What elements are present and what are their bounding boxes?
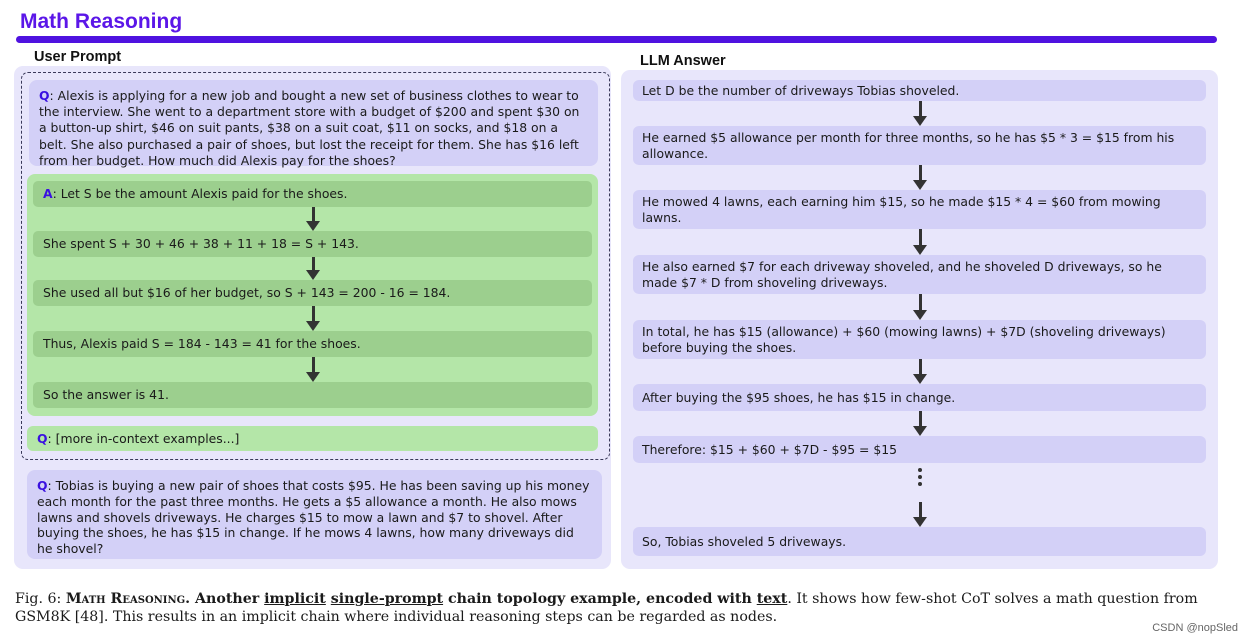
caption-fig-number: Fig. 6: xyxy=(15,591,66,607)
figure-caption xyxy=(15,590,1225,626)
user-prompt-heading: User Prompt xyxy=(34,49,122,65)
answer-step-5 xyxy=(33,382,592,408)
question-text: : Tobias is buying a new pair of shoes that costs $95. He has been saving up his money each month for the past three months. He gets a $5 allowance a month. He also mows lawns and shovels driveways. He charges $15 to mow a lawn and $7 to shovel. After buying the shoes, he has $15 in change. If he mows 4 lawns, how many driveways did he shovel? xyxy=(37,478,590,557)
llm-step-final xyxy=(633,527,1206,556)
caption-single-prompt: single-prompt xyxy=(330,591,444,607)
answer-step-text: She spent S + 30 + 46 + 38 + 11 + 18 = S + 143. xyxy=(43,236,359,251)
answer-arrow xyxy=(306,207,320,231)
llm-step-text: Therefore: $15 + $60 + $7D - $95 = $15 xyxy=(642,441,898,457)
example-question-text: : Alexis is applying for a new job and bought a new set of business clothes to wear to the interview. She went to a department store with a budget of $200 and spent $30 on a button-up shirt, $46 on suit pants, $38 on a suit coat, $11 on socks, and $18 on a belt. She also purchased a pair of shoes, but lost the receipt for them. She has $16 left from her budget. How much did Alexis pay for the shoes? xyxy=(39,88,580,168)
answer-arrow xyxy=(306,257,320,280)
watermark: CSDN @nopSled xyxy=(1152,622,1238,634)
more-examples-text: : [more in-context examples...] xyxy=(47,431,240,446)
llm-arrow xyxy=(913,294,927,320)
more-examples-label: Q xyxy=(37,431,48,446)
answer-step-4 xyxy=(33,331,592,357)
caption-figure-name: Math Reasoning xyxy=(65,591,186,607)
caption-bold-a: . Another xyxy=(185,591,265,607)
example-answer-label: A xyxy=(43,186,53,201)
llm-step-text: He earned $5 allowance per month for three months, so he has $5 * 3 = $15 from his allowance. xyxy=(642,129,1175,161)
question-label: Q xyxy=(37,478,48,493)
llm-arrow xyxy=(913,229,927,255)
llm-step-3 xyxy=(633,190,1206,229)
answer-step-text: Thus, Alexis paid S = 184 - 143 = 41 for the shoes. xyxy=(43,336,361,351)
caption-implicit: implicit xyxy=(264,591,326,607)
example-question-box xyxy=(29,80,598,166)
llm-step-6 xyxy=(633,384,1206,411)
answer-step-text: : Let S be the amount Alexis paid for the shoes. xyxy=(52,186,348,201)
llm-answer-heading: LLM Answer xyxy=(640,53,726,69)
question-box xyxy=(27,470,602,559)
llm-step-text: In total, he has $15 (allowance) + $60 (mowing lawns) + $7D (shoveling driveways) before buying the shoes. xyxy=(642,323,1166,355)
llm-step-text: He mowed 4 lawns, each earning him $15, so he made $15 * 4 = $60 from mowing lawns. xyxy=(642,193,1161,225)
llm-arrow xyxy=(913,411,927,436)
answer-step-2 xyxy=(33,231,592,257)
llm-arrow xyxy=(913,359,927,384)
llm-arrow xyxy=(913,165,927,190)
llm-step-4 xyxy=(633,255,1206,294)
answer-step-text: She used all but $16 of her budget, so S + 143 = 200 - 16 = 184. xyxy=(43,285,451,300)
title-underline xyxy=(16,36,1217,43)
llm-step-text: So, Tobias shoveled 5 driveways. xyxy=(642,533,847,549)
llm-step-1 xyxy=(633,80,1206,101)
example-question-label: Q xyxy=(39,88,50,103)
answer-step-text: So the answer is 41. xyxy=(43,387,169,402)
answer-arrow xyxy=(306,357,320,382)
caption-rest: . It shows how few-shot CoT solves a math question from GSM8K [48]. This results in an implicit chain where individual reasoning steps can be regarded as nodes. xyxy=(15,591,1198,625)
caption-text: text xyxy=(756,591,788,607)
llm-arrow xyxy=(913,101,927,126)
answer-arrow xyxy=(306,306,320,331)
llm-arrow xyxy=(913,502,927,527)
llm-step-text: Let D be the number of driveways Tobias shoveled. xyxy=(642,82,960,98)
answer-step-1 xyxy=(33,181,592,207)
more-examples-box xyxy=(27,426,598,451)
llm-step-7 xyxy=(633,436,1206,463)
page-title: Math Reasoning xyxy=(20,10,183,33)
llm-step-text: He also earned $7 for each driveway shoveled, and he shoveled D driveways, so he made $7 * D from shoveling driveways. xyxy=(642,258,1162,290)
caption-bold-b: chain topology example, encoded with xyxy=(443,591,757,607)
llm-step-text: After buying the $95 shoes, he has $15 in change. xyxy=(642,389,956,405)
answer-step-3 xyxy=(33,280,592,306)
ellipsis-icon xyxy=(914,468,926,486)
llm-step-2 xyxy=(633,126,1206,165)
llm-step-5 xyxy=(633,320,1206,359)
